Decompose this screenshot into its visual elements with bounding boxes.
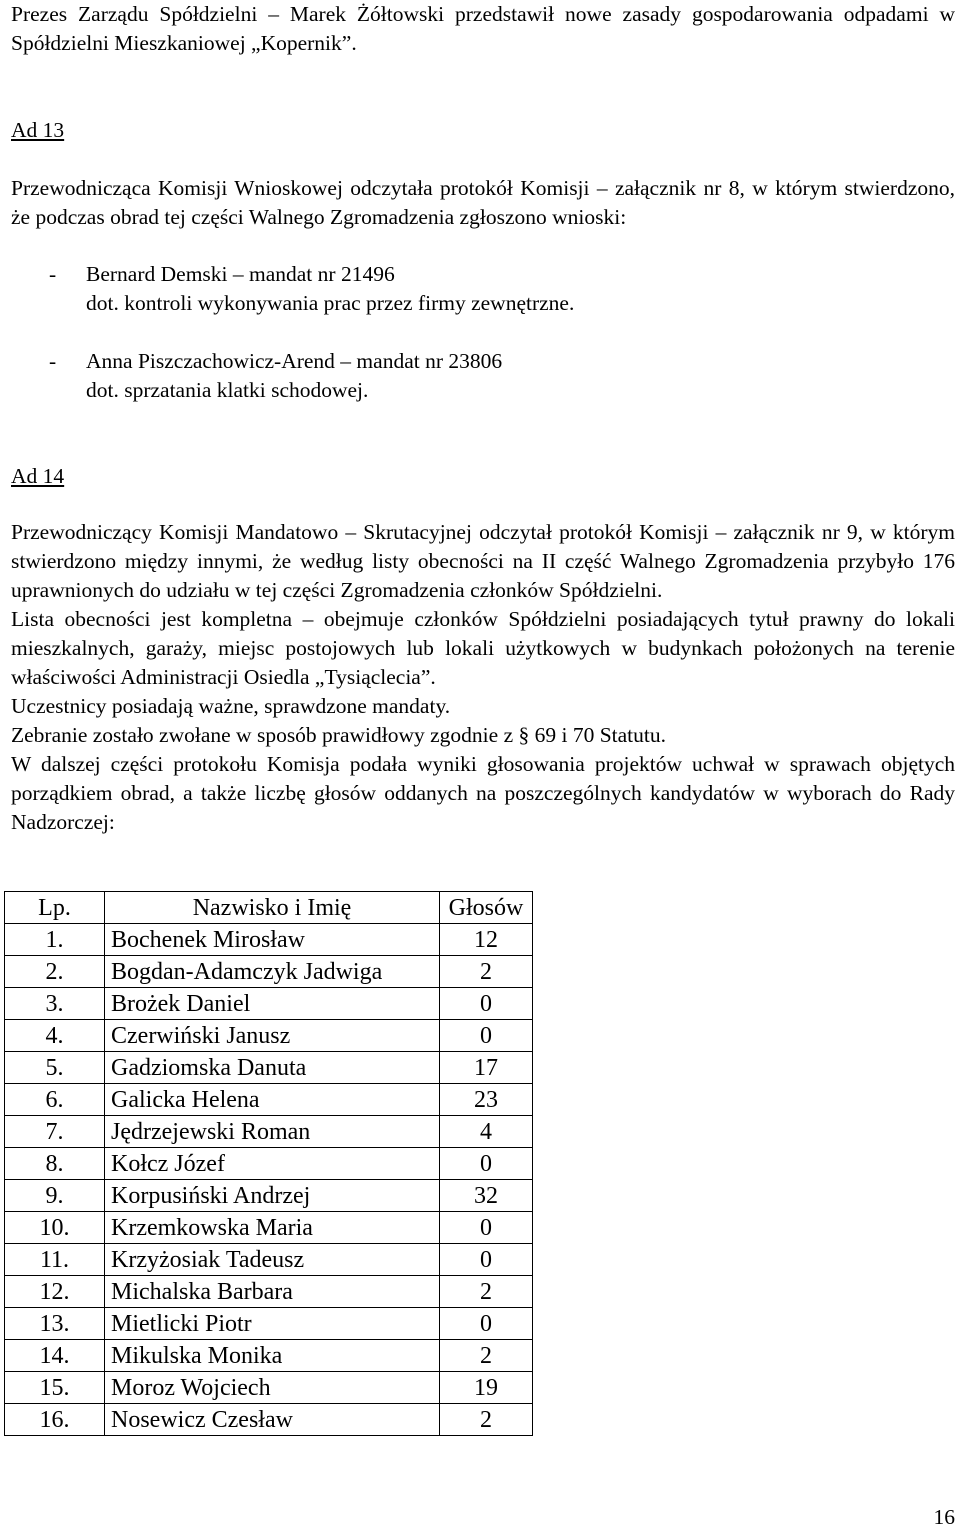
cell-lp: 10.	[5, 1212, 105, 1244]
motion-author: Anna Piszczachowicz-Arend – mandat nr 23806	[86, 349, 503, 373]
cell-name: Krzemkowska Maria	[105, 1212, 440, 1244]
cell-votes: 0	[440, 1020, 533, 1052]
cell-lp: 13.	[5, 1308, 105, 1340]
cell-lp: 8.	[5, 1148, 105, 1180]
table-row	[5, 1116, 533, 1148]
cell-votes: 12	[440, 924, 533, 956]
cell-votes: 0	[440, 1244, 533, 1276]
header-name: Nazwisko i Imię	[105, 892, 440, 924]
table-row	[5, 924, 533, 956]
cell-lp: 12.	[5, 1276, 105, 1308]
cell-name: Brożek Daniel	[105, 988, 440, 1020]
cell-votes: 2	[440, 1276, 533, 1308]
intro-paragraph	[11, 0, 955, 58]
cell-votes: 0	[440, 1212, 533, 1244]
table-row	[5, 1404, 533, 1436]
cell-votes: 23	[440, 1084, 533, 1116]
cell-votes: 19	[440, 1372, 533, 1404]
table-row	[5, 1020, 533, 1052]
table-row	[5, 956, 533, 988]
cell-lp: 6.	[5, 1084, 105, 1116]
motion-subject: dot. kontroli wykonywania prac przez firmy zewnętrzne.	[86, 291, 575, 315]
ad14-paragraph-1: Przewodniczący Komisji Mandatowo – Skrutacyjnej odczytał protokół Komisji – załącznik nr 9, w którym stwierdzono między innymi, że według listy obecności na II część Walnego Zgromadzenia przybyło 176 uprawnionych do udziału w tej części Zgromadzenia członków Spółdzielni.	[11, 520, 955, 602]
table-row	[5, 1244, 533, 1276]
table-row	[5, 1308, 533, 1340]
cell-votes: 17	[440, 1052, 533, 1084]
cell-name: Czerwiński Janusz	[105, 1020, 440, 1052]
cell-lp: 5.	[5, 1052, 105, 1084]
cell-name: Kołcz Józef	[105, 1148, 440, 1180]
cell-name: Bochenek Mirosław	[105, 924, 440, 956]
cell-lp: 11.	[5, 1244, 105, 1276]
cell-lp: 4.	[5, 1020, 105, 1052]
cell-name: Jędrzejewski Roman	[105, 1116, 440, 1148]
table-header-row	[5, 892, 533, 924]
cell-name: Krzyżosiak Tadeusz	[105, 1244, 440, 1276]
cell-votes: 2	[440, 956, 533, 988]
cell-name: Gadziomska Danuta	[105, 1052, 440, 1084]
list-item	[11, 347, 955, 405]
list-dash: -	[49, 349, 57, 373]
page-number: 16	[933, 1505, 955, 1529]
cell-lp: 2.	[5, 956, 105, 988]
cell-lp: 3.	[5, 988, 105, 1020]
cell-name: Korpusiński Andrzej	[105, 1180, 440, 1212]
ad14-paragraph-4: Zebranie zostało zwołane w sposób prawidłowy zgodnie z § 69 i 70 Statutu.	[11, 723, 667, 747]
cell-name: Mikulska Monika	[105, 1340, 440, 1372]
list-dash: -	[49, 262, 57, 286]
cell-votes: 0	[440, 1308, 533, 1340]
cell-votes: 32	[440, 1180, 533, 1212]
cell-name: Mietlicki Piotr	[105, 1308, 440, 1340]
votes-table	[4, 891, 533, 1436]
cell-name: Bogdan-Adamczyk Jadwiga	[105, 956, 440, 988]
cell-lp: 1.	[5, 924, 105, 956]
ad13-paragraph: Przewodnicząca Komisji Wnioskowej odczytała protokół Komisji – załącznik nr 8, w którym stwierdzono, że podczas obrad tej części Walnego Zgromadzenia zgłoszono wnioski:	[11, 176, 955, 229]
table-row	[5, 1212, 533, 1244]
table-row	[5, 1276, 533, 1308]
cell-lp: 7.	[5, 1116, 105, 1148]
motion-author: Bernard Demski – mandat nr 21496	[86, 262, 395, 286]
motion-subject: dot. sprzatania klatki schodowej.	[86, 378, 369, 402]
table-row	[5, 1372, 533, 1404]
table-row	[5, 1148, 533, 1180]
table-row	[5, 1052, 533, 1084]
cell-votes: 0	[440, 988, 533, 1020]
cell-name: Moroz Wojciech	[105, 1372, 440, 1404]
table-row	[5, 988, 533, 1020]
intro-text: Prezes Zarządu Spółdzielni – Marek Żółtowski przedstawił nowe zasady gospodarowania odpadami w Spółdzielni Mieszkaniowej „Kopernik”.	[11, 2, 955, 55]
ad13-heading-block	[11, 116, 955, 145]
cell-lp: 16.	[5, 1404, 105, 1436]
cell-name: Nosewicz Czesław	[105, 1404, 440, 1436]
ad14-body	[11, 518, 955, 837]
ad14-paragraph-2: Lista obecności jest kompletna – obejmuje członków Spółdzielni posiadających tytuł prawny do lokali mieszkalnych, garaży, miejsc postojowych lub lokali użytkowych w budynkach położonych na terenie właściwości Administracji Osiedla „Tysiąclecia”.	[11, 607, 955, 689]
cell-votes: 0	[440, 1148, 533, 1180]
list-item	[11, 260, 955, 318]
cell-lp: 15.	[5, 1372, 105, 1404]
ad14-paragraph-5: W dalszej części protokołu Komisja podała wyniki głosowania projektów uchwał w sprawach objętych porządkiem obrad, a także liczbę głosów oddanych na poszczególnych kandydatów w wyborach do Rady Nadzorczej:	[11, 752, 955, 834]
ad13-paragraph-block	[11, 174, 955, 232]
cell-name: Michalska Barbara	[105, 1276, 440, 1308]
cell-votes: 2	[440, 1404, 533, 1436]
table-row	[5, 1340, 533, 1372]
header-votes: Głosów	[440, 892, 533, 924]
table-row	[5, 1084, 533, 1116]
cell-votes: 4	[440, 1116, 533, 1148]
cell-lp: 14.	[5, 1340, 105, 1372]
ad13-motions	[11, 260, 955, 405]
cell-votes: 2	[440, 1340, 533, 1372]
motions-list	[11, 260, 955, 405]
ad13-heading: Ad 13	[11, 118, 65, 142]
ad14-heading-block	[11, 462, 955, 491]
ad14-paragraph-3: Uczestnicy posiadają ważne, sprawdzone mandaty.	[11, 694, 451, 718]
ad14-heading: Ad 14	[11, 464, 65, 488]
cell-name: Galicka Helena	[105, 1084, 440, 1116]
header-lp: Lp.	[5, 892, 105, 924]
table-row	[5, 1180, 533, 1212]
cell-lp: 9.	[5, 1180, 105, 1212]
